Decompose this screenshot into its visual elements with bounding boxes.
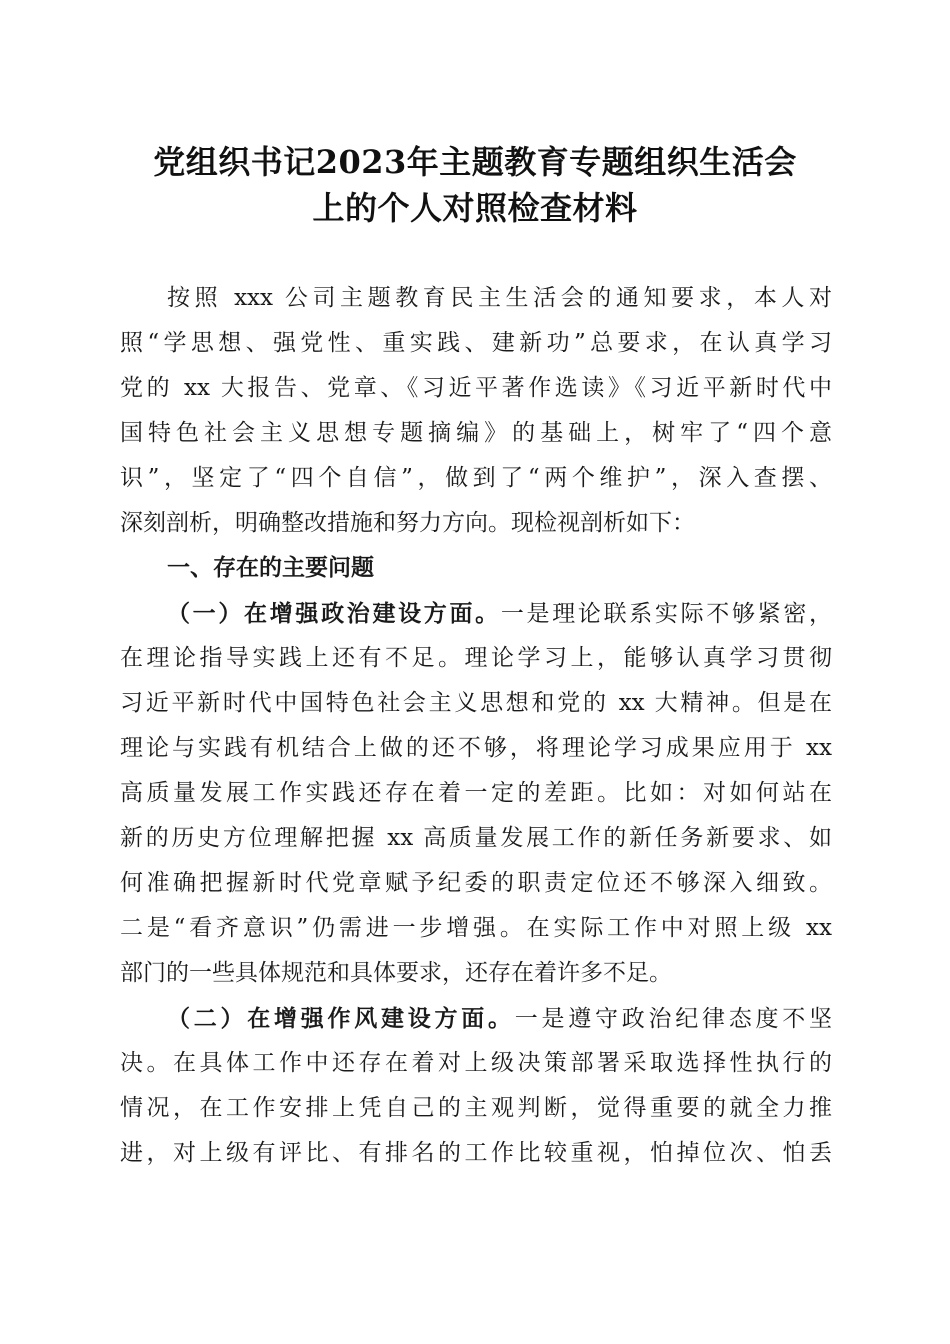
subsection-1-heading: （一）在增强政治建设方面。 xyxy=(167,600,501,627)
subsection-1-line-3: 习近平新时代中国特色社会主义思想和党的 xx 大精神。但是在 xyxy=(120,690,832,716)
intro-line-4: 国特色社会主义思想专题摘编》的基础上，树牢了“四个意 xyxy=(120,420,832,446)
intro-line-5: 识”，坚定了“四个自信”，做到了“两个维护”，深入查摆、 xyxy=(120,465,832,491)
subsection-2-first-line-text: 一是遵守政治纪律态度不坚 xyxy=(514,1006,832,1032)
subsection-1-first-line-text: 一是理论联系实际不够紧密， xyxy=(500,601,833,627)
subsection-2-first-line xyxy=(167,996,832,1042)
intro-line-6: 深刻剖析，明确整改措施和努力方向。现检视剖析如下： xyxy=(120,510,695,536)
document-title-line-2: 上的个人对照检查材料 xyxy=(312,189,638,227)
intro-line-3: 党的 xx 大报告、党章、《习近平著作选读》《习近平新时代中 xyxy=(120,375,832,401)
subsection-2-line-2: 决。在具体工作中还存在着对上级决策部署采取选择性执行的 xyxy=(120,1050,832,1076)
section-heading-problems: 一、存在的主要问题 xyxy=(167,555,374,581)
intro-line-1: 按照 xxx 公司主题教育民主生活会的通知要求，本人对 xyxy=(167,285,832,311)
document-title-line-1: 党组织书记2023年主题教育专题组织生活会 xyxy=(153,143,797,181)
subsection-1-line-9: 部门的一些具体规范和具体要求，还存在着许多不足。 xyxy=(120,960,672,986)
intro-line-2: 照“学思想、强党性、重实践、建新功”总要求，在认真学习 xyxy=(120,330,832,356)
subsection-2-heading: （二）在增强作风建设方面。 xyxy=(167,1005,515,1032)
subsection-2-line-4: 进，对上级有评比、有排名的工作比较重视，怕掉位次、怕丢 xyxy=(120,1140,832,1166)
subsection-2-line-3: 情况，在工作安排上凭自己的主观判断，觉得重要的就全力推 xyxy=(120,1095,832,1121)
subsection-1-line-7: 何准确把握新时代党章赋予纪委的职责定位还不够深入细致。 xyxy=(120,870,832,896)
subsection-1-line-5: 高质量发展工作实践还存在着一定的差距。比如：对如何站在 xyxy=(120,780,832,806)
subsection-1-line-2: 在理论指导实践上还有不足。理论学习上，能够认真学习贯彻 xyxy=(120,645,832,671)
subsection-1-first-line xyxy=(167,591,832,637)
subsection-1-line-6: 新的历史方位理解把握 xx 高质量发展工作的新任务新要求、如 xyxy=(120,825,832,851)
subsection-1-line-4: 理论与实践有机结合上做的还不够，将理论学习成果应用于 xx xyxy=(120,735,832,761)
subsection-1-line-8: 二是“看齐意识”仍需进一步增强。在实际工作中对照上级 xx xyxy=(120,915,832,941)
